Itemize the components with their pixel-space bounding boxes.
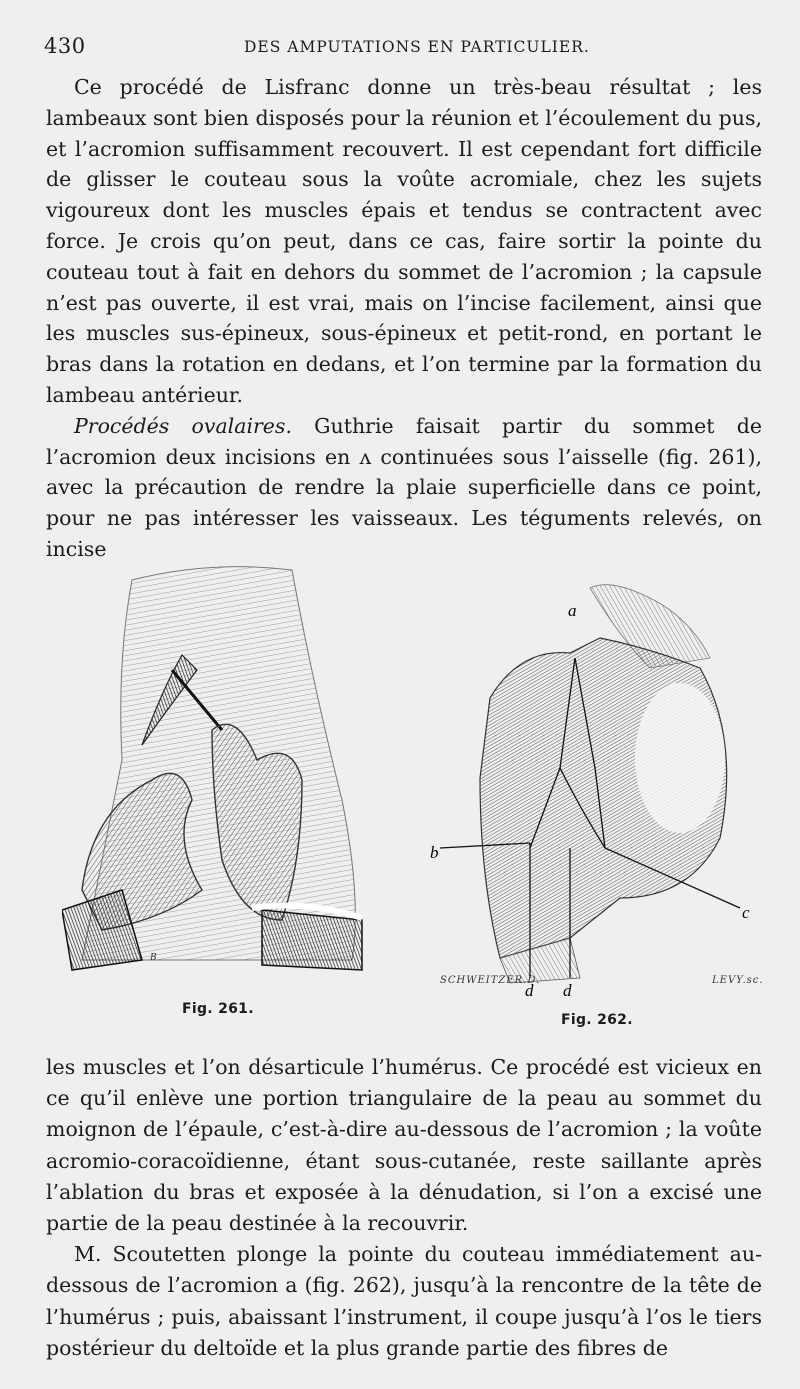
page-number: 430 [44, 34, 86, 58]
fig262-label-d1: d [525, 981, 534, 998]
paragraph-ovalaires-body: Guthrie faisait partir du sommet de l’acromion deux incisions en ʌ continuées sous l’aisselle (fig. 261), avec la précaution de rendre la plaie superficielle dans ce point, pour ne pas intéresser les vaisseaux. Les téguments relevés, on incise [46, 413, 762, 561]
caption-fig-261: Fig. 261. [182, 1001, 254, 1017]
paragraph-scoutetten: M. Scoutetten plonge la pointe du couteau immédiatement au-dessous de l’acromion a (fig. 262), jusqu’à la rencontre de la tête de l’humérus ; puis, abaissant l’instrument, il coupe jusqu’à l’os le tiers postérieur du deltoïde et la plus grande partie des fibres de [46, 1242, 762, 1360]
section-heading-ovalaires: Procédés ovalaires. [74, 413, 292, 438]
paragraph-lisfranc: Ce procédé de Lisfranc donne un très-beau résultat ; les lambeaux sont bien disposés pour la réunion et l’écoulement du pus, et l’acromion suffisamment recouvert. Il est cependant fort difficile de glisser le couteau sous la voûte acromiale, chez les sujets vigoureux dont les muscles épais et tendus se contractent avec force. Je crois qu’on peut, dans ce cas, faire sortir la pointe du couteau tout à fait en dehors du sommet de l’acromion ; la capsule n’est pas ouverte, il est vrai, mais on l’incise facilement, ainsi que les muscles sus-épineux, sous-épineux et petit-rond, en portant le bras dans la rotation en dedans, et l’on termine par la formation du lambeau antérieur. [46, 75, 762, 407]
fig262-label-b: b [430, 843, 439, 862]
body-text-bottom [46, 1052, 762, 1364]
figure-261-engraving [62, 560, 392, 980]
engraver-signature-left: SCHWEITZER.D. [440, 975, 541, 986]
running-head [44, 34, 764, 66]
figure-262-engraving [420, 578, 770, 998]
fig262-label-d2: d [563, 981, 572, 998]
paragraph-guthrie-continued: les muscles et l’on désarticule l’humérus. Ce procédé est vicieux en ce qu’il enlève une portion triangulaire de la peau au sommet du moignon de l’épaule, c’est-à-dire au-dessous de l’acromion ; la voûte acromio-coracoïdienne, étant sous-cutanée, reste saillante après l’ablation du bras et exposée à la dénudation, si l’on a excisé une partie de la peau destinée à la recouvrir. [46, 1055, 762, 1236]
fig262-label-c: c [742, 903, 750, 922]
running-title: DES AMPUTATIONS EN PARTICULIER. [244, 38, 590, 56]
caption-fig-262: Fig. 262. [561, 1012, 633, 1028]
paragraph-ovalaires [46, 411, 762, 565]
body-text-top [46, 72, 762, 565]
engraver-signature-right: LEVY.sc. [712, 975, 764, 986]
fig261-mark: B [150, 953, 157, 963]
fig262-label-a: a [568, 601, 577, 620]
